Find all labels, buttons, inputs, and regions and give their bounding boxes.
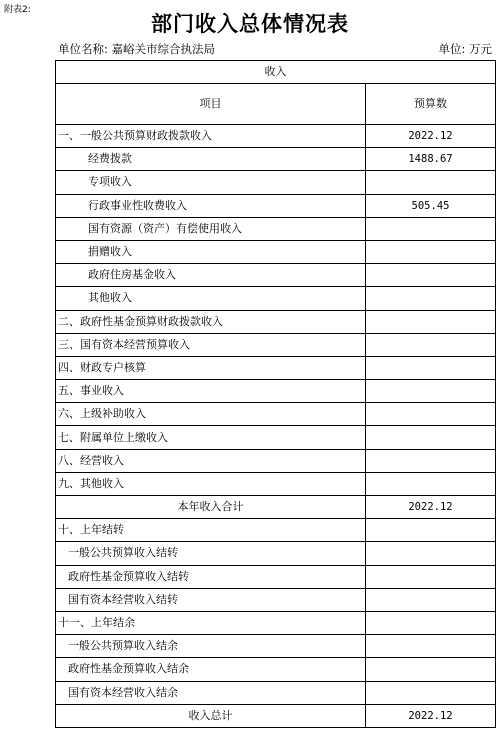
row-value bbox=[366, 519, 496, 542]
table-row bbox=[56, 658, 496, 681]
income-table bbox=[55, 60, 496, 728]
table-row bbox=[56, 171, 496, 194]
row-label: 一、一般公共预算财政拨款收入 bbox=[56, 125, 366, 148]
table-row bbox=[56, 217, 496, 240]
row-label: 政府性基金预算收入结余 bbox=[56, 658, 366, 681]
table-row bbox=[56, 681, 496, 704]
row-value bbox=[366, 449, 496, 472]
row-value bbox=[366, 333, 496, 356]
row-value bbox=[366, 426, 496, 449]
unit-measure: 单位: 万元 bbox=[438, 42, 492, 56]
row-value bbox=[366, 565, 496, 588]
row-value bbox=[366, 542, 496, 565]
column-header-row bbox=[56, 84, 496, 125]
row-label: 七、附属单位上缴收入 bbox=[56, 426, 366, 449]
row-label: 三、国有资本经营预算收入 bbox=[56, 333, 366, 356]
row-value bbox=[366, 611, 496, 634]
table-row bbox=[56, 194, 496, 217]
attachment-label: 附表2: bbox=[4, 5, 31, 15]
row-value bbox=[366, 240, 496, 263]
total-label: 收入总计 bbox=[56, 704, 366, 727]
table-row bbox=[56, 542, 496, 565]
row-value bbox=[366, 658, 496, 681]
row-value: 505.45 bbox=[366, 194, 496, 217]
total-value: 2022.12 bbox=[366, 704, 496, 727]
row-label: 专项收入 bbox=[56, 171, 366, 194]
table-row bbox=[56, 611, 496, 634]
column-header-budget: 预算数 bbox=[366, 84, 496, 125]
table-row bbox=[56, 426, 496, 449]
table-row bbox=[56, 449, 496, 472]
row-label: 八、经营收入 bbox=[56, 449, 366, 472]
row-label: 行政事业性收费收入 bbox=[56, 194, 366, 217]
row-value bbox=[366, 635, 496, 658]
row-value: 2022.12 bbox=[366, 125, 496, 148]
row-label: 五、事业收入 bbox=[56, 380, 366, 403]
row-label: 经费拨款 bbox=[56, 148, 366, 171]
row-label: 其他收入 bbox=[56, 287, 366, 310]
row-label: 十、上年结转 bbox=[56, 519, 366, 542]
row-value bbox=[366, 380, 496, 403]
row-label: 捐赠收入 bbox=[56, 240, 366, 263]
row-label: 一般公共预算收入结转 bbox=[56, 542, 366, 565]
table-row bbox=[56, 240, 496, 263]
row-value bbox=[366, 287, 496, 310]
row-label: 六、上级补助收入 bbox=[56, 403, 366, 426]
row-value bbox=[366, 217, 496, 240]
subtotal-value: 2022.12 bbox=[366, 496, 496, 519]
row-value bbox=[366, 356, 496, 379]
section-header: 收入 bbox=[56, 61, 496, 84]
subtotal-label: 本年收入合计 bbox=[56, 496, 366, 519]
table-row bbox=[56, 287, 496, 310]
section-header-row bbox=[56, 61, 496, 84]
row-label: 十一、上年结余 bbox=[56, 611, 366, 634]
table-row bbox=[56, 264, 496, 287]
table-row bbox=[56, 125, 496, 148]
row-label: 一般公共预算收入结余 bbox=[56, 635, 366, 658]
row-value bbox=[366, 472, 496, 495]
row-label: 国有资本经营收入结余 bbox=[56, 681, 366, 704]
table-row bbox=[56, 565, 496, 588]
table-row bbox=[56, 519, 496, 542]
total-row bbox=[56, 704, 496, 727]
subtotal-row bbox=[56, 496, 496, 519]
row-label: 九、其他收入 bbox=[56, 472, 366, 495]
table-row bbox=[56, 472, 496, 495]
row-value bbox=[366, 681, 496, 704]
row-label: 四、财政专户核算 bbox=[56, 356, 366, 379]
table-row bbox=[56, 148, 496, 171]
table-row bbox=[56, 380, 496, 403]
column-header-item: 项目 bbox=[56, 84, 366, 125]
page-title: 部门收入总体情况表 bbox=[151, 12, 349, 36]
row-value bbox=[366, 403, 496, 426]
table-row bbox=[56, 588, 496, 611]
table-row bbox=[56, 356, 496, 379]
table-row bbox=[56, 635, 496, 658]
row-value: 1488.67 bbox=[366, 148, 496, 171]
row-label: 国有资本经营收入结转 bbox=[56, 588, 366, 611]
row-value bbox=[366, 588, 496, 611]
row-value bbox=[366, 310, 496, 333]
row-value bbox=[366, 171, 496, 194]
row-label: 二、政府性基金预算财政拨款收入 bbox=[56, 310, 366, 333]
unit-name: 单位名称: 嘉峪关市综合执法局 bbox=[58, 42, 216, 56]
table-row bbox=[56, 310, 496, 333]
table-row bbox=[56, 333, 496, 356]
row-value bbox=[366, 264, 496, 287]
row-label: 政府住房基金收入 bbox=[56, 264, 366, 287]
row-label: 国有资源（资产）有偿使用收入 bbox=[56, 217, 366, 240]
row-label: 政府性基金预算收入结转 bbox=[56, 565, 366, 588]
table-row bbox=[56, 403, 496, 426]
